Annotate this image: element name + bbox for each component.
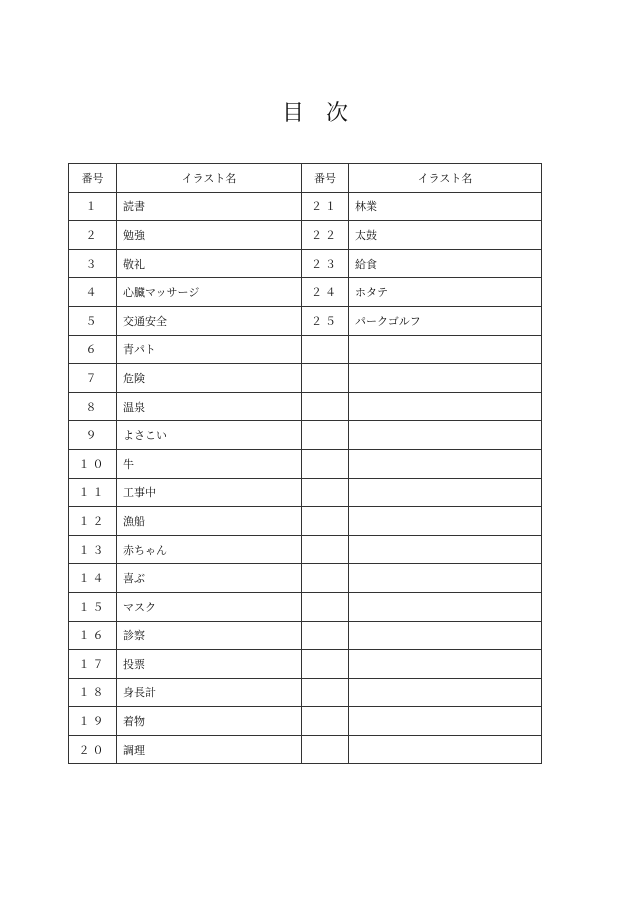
row-number-right bbox=[302, 335, 349, 364]
page-title-char-2: 次 bbox=[326, 101, 349, 126]
row-illustration-name-right bbox=[349, 364, 542, 393]
row-number-right bbox=[302, 449, 349, 478]
row-number-right bbox=[302, 507, 349, 536]
row-illustration-name-left: 投票 bbox=[117, 650, 302, 679]
row-number-left: ３ bbox=[69, 249, 117, 278]
table-row bbox=[69, 192, 542, 221]
table-row bbox=[69, 364, 542, 393]
row-number-right bbox=[302, 421, 349, 450]
row-number-left: ５ bbox=[69, 306, 117, 335]
row-illustration-name-left: 身長計 bbox=[117, 678, 302, 707]
row-number-right: ２４ bbox=[302, 278, 349, 307]
table-row bbox=[69, 221, 542, 250]
table-row bbox=[69, 678, 542, 707]
row-illustration-name-left: 交通安全 bbox=[117, 306, 302, 335]
row-illustration-name-left: 勉強 bbox=[117, 221, 302, 250]
row-illustration-name-right bbox=[349, 535, 542, 564]
row-illustration-name-left: 敬礼 bbox=[117, 249, 302, 278]
row-illustration-name-right bbox=[349, 592, 542, 621]
row-number-right bbox=[302, 564, 349, 593]
row-illustration-name-left: 青パト bbox=[117, 335, 302, 364]
row-illustration-name-right bbox=[349, 564, 542, 593]
row-illustration-name-right bbox=[349, 735, 542, 764]
row-illustration-name-left: マスク bbox=[117, 592, 302, 621]
table-row bbox=[69, 507, 542, 536]
row-illustration-name-left: 牛 bbox=[117, 449, 302, 478]
table-row bbox=[69, 535, 542, 564]
row-number-right bbox=[302, 392, 349, 421]
row-illustration-name-right bbox=[349, 392, 542, 421]
row-number-left: ４ bbox=[69, 278, 117, 307]
row-number-right bbox=[302, 364, 349, 393]
row-number-left: １５ bbox=[69, 592, 117, 621]
row-number-right bbox=[302, 535, 349, 564]
row-illustration-name-right: ホタテ bbox=[349, 278, 542, 307]
row-number-left: ８ bbox=[69, 392, 117, 421]
row-number-left: １３ bbox=[69, 535, 117, 564]
row-illustration-name-right bbox=[349, 421, 542, 450]
row-illustration-name-right bbox=[349, 478, 542, 507]
table-row bbox=[69, 478, 542, 507]
table-row bbox=[69, 707, 542, 736]
table-row bbox=[69, 421, 542, 450]
row-number-right bbox=[302, 621, 349, 650]
header-number-right: 番号 bbox=[302, 164, 349, 193]
row-number-left: ９ bbox=[69, 421, 117, 450]
header-illustration-name-left: イラスト名 bbox=[117, 164, 302, 193]
table-row bbox=[69, 392, 542, 421]
table-row bbox=[69, 650, 542, 679]
row-illustration-name-left: 危険 bbox=[117, 364, 302, 393]
table-row bbox=[69, 735, 542, 764]
row-number-left: １４ bbox=[69, 564, 117, 593]
row-number-left: １９ bbox=[69, 707, 117, 736]
row-number-left: １０ bbox=[69, 449, 117, 478]
row-number-left: １６ bbox=[69, 621, 117, 650]
row-illustration-name-left: 調理 bbox=[117, 735, 302, 764]
row-illustration-name-right: 太鼓 bbox=[349, 221, 542, 250]
table-row bbox=[69, 278, 542, 307]
table-row bbox=[69, 306, 542, 335]
row-number-right: ２３ bbox=[302, 249, 349, 278]
row-number-left: ６ bbox=[69, 335, 117, 364]
header-illustration-name-right: イラスト名 bbox=[349, 164, 542, 193]
row-illustration-name-right: パークゴルフ bbox=[349, 306, 542, 335]
row-illustration-name-right bbox=[349, 507, 542, 536]
row-illustration-name-left: 工事中 bbox=[117, 478, 302, 507]
row-illustration-name-left: 喜ぶ bbox=[117, 564, 302, 593]
row-number-left: １２ bbox=[69, 507, 117, 536]
row-number-right bbox=[302, 678, 349, 707]
row-illustration-name-right: 給食 bbox=[349, 249, 542, 278]
row-number-left: ２０ bbox=[69, 735, 117, 764]
row-illustration-name-left: 漁船 bbox=[117, 507, 302, 536]
row-illustration-name-left: 読書 bbox=[117, 192, 302, 221]
row-illustration-name-right bbox=[349, 707, 542, 736]
row-number-left: １ bbox=[69, 192, 117, 221]
row-number-left: ７ bbox=[69, 364, 117, 393]
row-illustration-name-left: 温泉 bbox=[117, 392, 302, 421]
table-body bbox=[69, 192, 542, 764]
row-illustration-name-left: 診察 bbox=[117, 621, 302, 650]
row-number-right bbox=[302, 650, 349, 679]
row-number-right bbox=[302, 592, 349, 621]
row-illustration-name-right bbox=[349, 678, 542, 707]
table-row bbox=[69, 449, 542, 478]
row-number-right bbox=[302, 707, 349, 736]
row-number-right: ２５ bbox=[302, 306, 349, 335]
table-row bbox=[69, 592, 542, 621]
row-number-left: １１ bbox=[69, 478, 117, 507]
table-row bbox=[69, 335, 542, 364]
row-illustration-name-right bbox=[349, 650, 542, 679]
row-illustration-name-left: 赤ちゃん bbox=[117, 535, 302, 564]
row-number-left: １８ bbox=[69, 678, 117, 707]
row-number-right bbox=[302, 735, 349, 764]
page-title bbox=[0, 99, 630, 129]
row-number-left: １７ bbox=[69, 650, 117, 679]
table-row bbox=[69, 621, 542, 650]
row-number-right: ２２ bbox=[302, 221, 349, 250]
row-illustration-name-left: よさこい bbox=[117, 421, 302, 450]
row-illustration-name-right bbox=[349, 335, 542, 364]
row-illustration-name-right: 林業 bbox=[349, 192, 542, 221]
row-illustration-name-right bbox=[349, 449, 542, 478]
row-number-right: ２１ bbox=[302, 192, 349, 221]
header-number-left: 番号 bbox=[69, 164, 117, 193]
row-number-right bbox=[302, 478, 349, 507]
table-row bbox=[69, 249, 542, 278]
page-title-char-1: 目 bbox=[281, 101, 304, 126]
row-illustration-name-right bbox=[349, 621, 542, 650]
table-row bbox=[69, 564, 542, 593]
table-of-contents bbox=[68, 163, 542, 764]
row-illustration-name-left: 着物 bbox=[117, 707, 302, 736]
row-number-left: ２ bbox=[69, 221, 117, 250]
table-header-row bbox=[69, 164, 542, 193]
row-illustration-name-left: 心臓マッサージ bbox=[117, 278, 302, 307]
